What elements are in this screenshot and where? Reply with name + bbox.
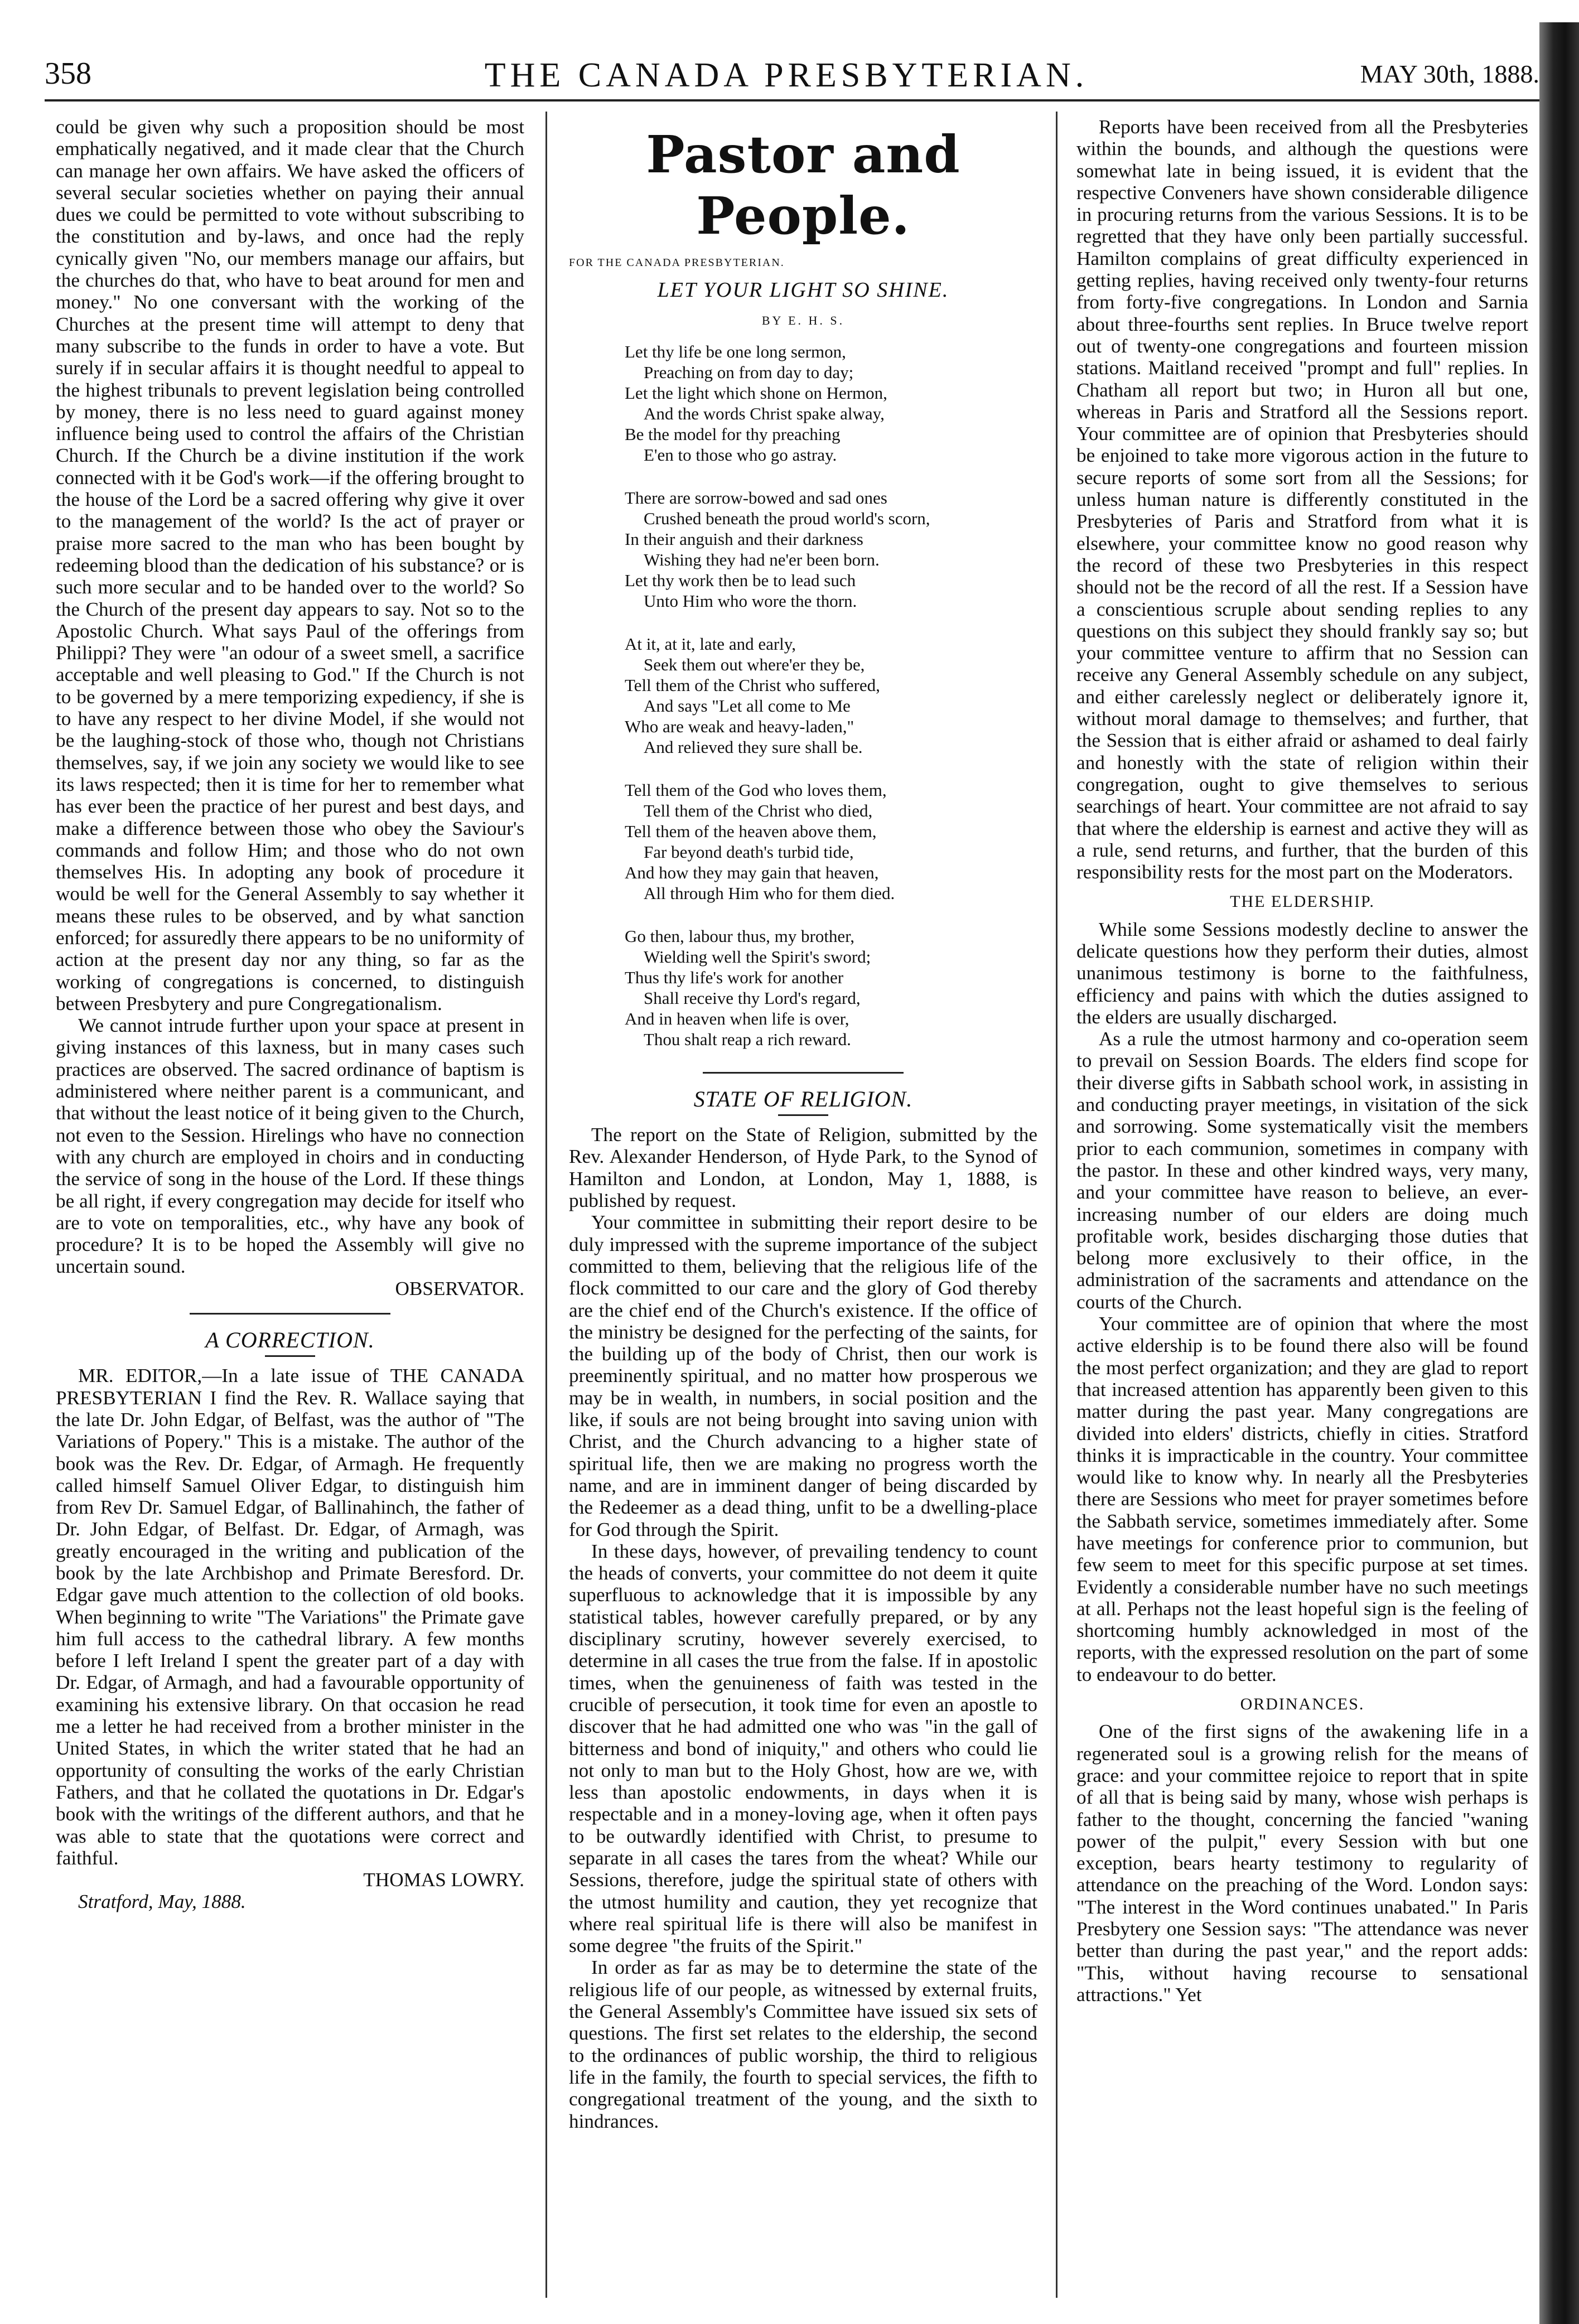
column-divider <box>1056 112 1058 2298</box>
section-rule <box>703 1072 904 1074</box>
poem-stanza <box>625 487 982 611</box>
poem-line: Far beyond death's turbid tide, <box>644 842 854 862</box>
heading-rule <box>778 1114 828 1116</box>
poem-line: Let the light which shone on Hermon, <box>625 383 887 403</box>
issue-date: MAY 30th, 1888. <box>1360 60 1539 88</box>
article-paragraph: As a rule the utmost harmony and co-operation seem to prevail on Session Boards. The elders find scope for their diverse gifts in Sabbath school work, in assisting in and conducting prayer meetings, in visitation of the sick and sorrowing. Some systematically visit the members prior to each communion, sometimes in company with the pastor. In these and other kindred ways, very many, and your committee have reason to believe, an ever-increasing number of our elders are doing much profitable work, besides discharging those duties that belong more exclusively to their office, in the administration of the sacraments and attendance on the courts of the Church. <box>1076 1028 1528 1313</box>
poem-title: LET YOUR LIGHT SO SHINE. <box>657 278 949 302</box>
poem-line: Crushed beneath the proud world's scorn, <box>644 508 930 528</box>
poem-line: And relieved they sure shall be. <box>644 737 863 757</box>
ordinances-heading: ORDINANCES. <box>1240 1695 1365 1714</box>
poem-line: Let thy life be one long sermon, <box>625 341 846 361</box>
article-paragraph: Your committee in submitting their report desire to be duly impressed with the supreme importance of the subject committed to them, believing that the religious life of the flock committed to our care and the glory of God thereby are the chief end of the Church's existence. If the office of the ministry be designed for the perfecting of the saints, for the building up of the body of Christ, then our work is preeminently spiritual, and no matter how prosperous we may be in wealth, in numbers, in social position and the like, if souls are not being brought into saving union with Christ, and the Church advancing to a higher state of spiritual life, then we are making no progress worth the name, and are in imminent danger of being discarded by the Redeemer as a dead thing, unfit to be a dwelling-place for God through the Spirit. <box>569 1211 1037 1540</box>
poem-line: Tell them of the heaven above them, <box>625 821 877 841</box>
poem-line: There are sorrow-bowed and sad ones <box>625 487 887 508</box>
section-title: Pastor and People. <box>646 124 960 246</box>
article-paragraph: In these days, however, of prevailing tendency to count the heads of converts, your committee do not deem it quite superfluous to acknowledge that it is impossible by any statistical tables, however carefully prepared, or by any disciplinary scrutiny, however severely exercised, to determine in all cases the true from the false. If in apostolic times, when the genuineness of faith was tested in the crucible of persecution, it took time for even an apostle to discover that he had admitted one who was "in the gall of bitterness and bond of iniquity," and others who could lie not only to man but to the Holy Ghost, how are we, with less than apostolic endowments, in days when it is respectable and in a money-loving age, when it often pays to be outwardly identified with Christ, to presume to separate in all cases the tares from the wheat? While our Sessions, therefore, judge the spiritual state of others with the utmost humility and caution, they yet recognize that where real spiritual life is there will also be manifest in some degree "the fruits of the Spirit." <box>569 1540 1037 1957</box>
correction-heading: A CORRECTION. <box>205 1327 375 1353</box>
poem-line: Thus thy life's work for another <box>625 967 844 987</box>
poem-line: And how they may gain that heaven, <box>625 862 879 882</box>
heading-rule <box>265 1355 315 1357</box>
article-paragraph: The report on the State of Religion, submitted by the Rev. Alexander Henderson, of Hyde Park, to the Synod of Hamilton and London, at London, May 1, 1888, is published by request. <box>569 1124 1037 1212</box>
article-paragraph: While some Sessions modestly decline to answer the delicate questions how they perform their duties, almost unanimous testimony is borne to the faithfulness, efficiency and pains with which the duties assigned to the elders are usually discharged. <box>1076 918 1528 1028</box>
poem-line: In their anguish and their darkness <box>625 529 863 549</box>
article-paragraph: MR. EDITOR,—In a late issue of THE CANADA PRESBYTERIAN I find the Rev. R. Wallace saying that the late Dr. John Edgar, of Belfast, was the author of "The Variations of Popery." This is a mistake. The author of the book was the Rev. Dr. Edgar, of Armagh. He frequently called himself Samuel Oliver Edgar, to distinguish him from Rev Dr. Samuel Edgar, of Ballinahinch, the father of Dr. John Edgar, of Belfast. Dr. Edgar, of Armagh, was greatly encouraged in the writing and publication of the book by the late Archbishop and Primate Beresford. Dr. Edgar gave much attention to the collection of old books. When beginning to write "The Variations" the Primate gave him full access to the cathedral library. A few months before I left Ireland I spent the greater part of a day with Dr. Edgar, of Armagh, and had a favourable opportunity of examining his extensive library. On that occasion he read me a letter he had received from a brother minister in the United States, in which the writer stated that he had an opportunity of consulting the works of the early Christian Fathers, and that he collated the quotations in Dr. Edgar's book with the writings of the different authors, and that he was able to state that the quotations were correct and faithful. <box>56 1365 524 1869</box>
state-of-religion-heading: STATE OF RELIGION. <box>693 1086 913 1112</box>
article-paragraph: Your committee are of opinion that where the most active eldership is to be found there also will be found the most perfect organization; and they are glad to report that increased attention has apparently been given to this matter during the past year. Many congregations are divided into elders' districts, chiefly in cities. Stratford thinks it is impracticable in the country. Your committee would like to know why. In nearly all the Presbyteries there are Sessions who meet for prayer sometimes before the Sabbath service, sometimes immediately after. Some have meetings for conference prior to communion, but few seem to meet for this specific purpose at set times. Evidently a considerable number have no such meetings at all. Perhaps not the least hopeful sign is the feeling of shortcoming humbly acknowledged in most of the reports, with the expressed resolution on the part of some to endeavour to do better. <box>1076 1313 1528 1685</box>
column-divider <box>545 112 547 2298</box>
column-left <box>56 116 524 1913</box>
poem-line: Unto Him who wore the thorn. <box>644 591 857 611</box>
for-line: FOR THE CANADA PRESBYTERIAN. <box>569 257 785 269</box>
masthead <box>33 56 1539 106</box>
poem-line: Tell them of the Christ who died, <box>644 800 873 820</box>
article-paragraph: We cannot intrude further upon your space at present in giving instances of this laxness, but in many cases such practices are observed. The sacred ordinance of baptism is administered where neither parent is a communicant, and that without the least notice of it being given to the Church, not even to the Session. Hirelings who have no connection with any church are employed in choirs and in conducting the service of song in the house of the Lord. If these things be all right, if every congregation may decide for itself who are to vote on temporalities, etc., why have any book of procedure? It is to be hoped the Assembly will give no uncertain sound. <box>56 1014 524 1278</box>
poem-line: Let thy work then be to lead such <box>625 570 856 590</box>
poem-line: Seek them out where'er they be, <box>644 654 865 674</box>
column-right <box>1076 116 1528 2006</box>
poem-byline: BY E. H. S. <box>761 313 845 327</box>
column-center <box>569 116 1037 2132</box>
poem-stanza <box>625 634 982 757</box>
poem-line: Go then, labour thus, my brother, <box>625 926 855 946</box>
poem-line: Be the model for thy preaching <box>625 424 841 444</box>
poem-line: And says "Let all come to Me <box>644 695 851 716</box>
poem-line: Wishing they had ne'er been born. <box>644 549 880 569</box>
section-rule <box>190 1313 390 1315</box>
poem-line: At it, at it, late and early, <box>625 634 796 654</box>
article-paragraph: One of the first signs of the awakening life in a regenerated soul is a growing relish for the means of grace: and your committee rejoice to report that in spite of all that is being said by many, whose wish perhaps is father to the thought, concerning the fancied "waning power of the pulpit," every Session with but one exception, bears hearty testimony to regularity of attendance on the preaching of the Word. London says: "The interest in the Word continues unabated." In Paris Presbytery one Session says: "The attendance was never better than during the past year," and the report adds: "This, without having recourse to sensational attractions." Yet <box>1076 1721 1528 2006</box>
page-number: 358 <box>45 56 91 91</box>
poem-line: Shall receive thy Lord's regard, <box>644 988 861 1008</box>
scan-edge-shadow <box>1539 22 1579 2324</box>
poem-line: And the words Christ spake alway, <box>644 403 885 423</box>
poem-line: Thou shalt reap a rich reward. <box>644 1029 851 1049</box>
poem-line: E'en to those who go astray. <box>644 444 837 465</box>
poem-line: Wielding well the Spirit's sword; <box>644 946 871 967</box>
masthead-rule <box>45 99 1539 102</box>
signature: OBSERVATOR. <box>395 1277 524 1299</box>
article-paragraph: could be given why such a proposition should be most emphatically negatived, and it made clear that the Church can manage her own affairs. We have asked the officers of several secular societies whether on paying their annual dues we could be permitted to vote without subscribing to the constitution and by-laws, and once had the reply cynically given "No, our members manage our affairs, but the churches do that, who have to beat around for men and money." No one conversant with the working of the Churches at the present time will attempt to deny that many subscribe to the funds in order to have a vote. But surely if in secular affairs it is thought needful to appeal to the highest tribunals to prevent legislation being controlled by money, there is no less need to guard against money influence being used to control the affairs of the Christian Church. If the Church be a divine institution if the work connected with it be God's work—if the offering brought to the house of the Lord be a sacred offering why give it over to the management of the world? Is the act of prayer or praise more sacred to the man who has been bought by redeeming blood than the dedication of his substance? or is such more secular and to be handed over to the world? So the Church of the present day appears to say. Not so to the Apostolic Church. What says Paul of the offerings from Philippi? They were "an odour of a sweet smell, a sacrifice acceptable and well pleasing to God." If the Church is not to be governed by a mere temporizing expediency, if she is to have any respect to her divine Model, if she would not be the laughing-stock of those who, though not Christians themselves, say, if we join any society we would like to see its laws respected; then it is time for her to remember what has ever been the practice of her purest and best days, and make a difference between those who obey the Saviour's commands and follow Him; and those who do not own themselves His. In adopting any book of procedure it would be well for the General Assembly to say whether it means these rules to be observed, and by what sanction enforced; for assuredly there appears to be no uniformity of action at the present day nor any thing, so far as the working of congregations is concerned, to distinguish between Presbytery and pure Congregationalism. <box>56 116 524 1014</box>
eldership-heading: THE ELDERSHIP. <box>1230 892 1375 911</box>
poem-line: Preaching on from day to day; <box>644 362 854 382</box>
article-paragraph: In order as far as may be to determine the state of the religious life of our people, as witnessed by external fruits, the General Assembly's Committee have issued six sets of questions. The first set relates to the eldership, the second to the ordinances of public worship, the third to religious life in the family, the fourth to special services, the fifth to congregational treatment of the young, and the sixth to hindrances. <box>569 1956 1037 2132</box>
poem-line: All through Him who for them died. <box>644 883 895 903</box>
poem-stanza <box>625 341 982 465</box>
signature: THOMAS LOWRY. <box>363 1869 524 1891</box>
poem-line: Tell them of the Christ who suffered, <box>625 675 880 695</box>
publication-title: THE CANADA PRESBYTERIAN. <box>484 56 1089 94</box>
poem <box>625 341 982 1050</box>
poem-line: And in heaven when life is over, <box>625 1008 849 1028</box>
poem-stanza <box>625 926 982 1050</box>
poem-line: Who are weak and heavy-laden," <box>625 716 854 736</box>
dateline: Stratford, May, 1888. <box>78 1891 246 1913</box>
poem-stanza <box>625 780 982 903</box>
poem-line: Tell them of the God who loves them, <box>625 780 887 800</box>
article-paragraph: Reports have been received from all the Presbyteries within the bounds, and although the questions were somewhat late in being issued, it is evident that the respective Conveners have shown considerable diligence in procuring returns from the various Sessions. It is to be regretted that they have only been partially successful. Hamilton complains of great difficulty experienced in getting replies, having received only twenty-four returns from forty-five congregations. In London and Sarnia about three-fourths sent replies. In Bruce twelve report out of twenty-one congregations and fourteen mission stations. Maitland received "prompt and full" replies. In Chatham all report but two; in Huron all but one, whereas in Paris and Stratford all the Sessions report. Your committee are of opinion that Presbyteries should be enjoined to take more vigorous action in the future to secure reports of some sort from all the Sessions; for unless human nature is differently constituted in the Presbyteries of Paris and Stratford from what it is elsewhere, your committee know no good reason why the record of these two Presbyteries in this respect should not be the record of all the rest. If a Session have a conscientious scruple about sending replies to any questions on this subject they should frankly say so; but your committee venture to affirm that no Session can receive any General Assembly schedule on any subject, and either carelessly neglect or deliberately ignore it, without moral damage to themselves; and further, that the Session that is either afraid or ashamed to deal fairly and honestly with the state of religion within their congregation, ought to give themselves to serious searchings of heart. Your committee are not afraid to say that where the eldership is earnest and active they will as a rule, send returns, and further, that the burden of this responsibility rests for the most part on the Moderators. <box>1076 116 1528 883</box>
